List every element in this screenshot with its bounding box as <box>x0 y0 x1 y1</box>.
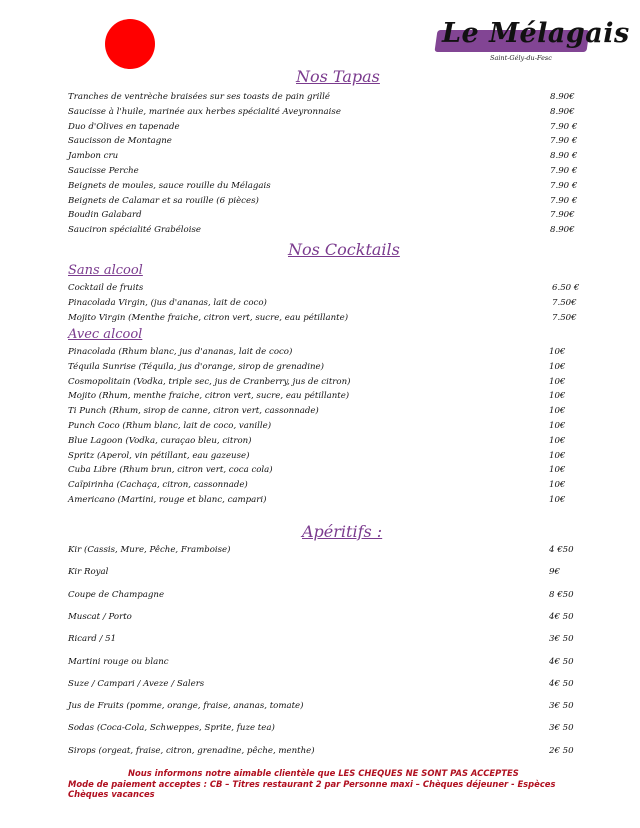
menu-item-price: 7.90 € <box>550 195 578 206</box>
menu-item-name: Tranches de ventrèche braisées sur ses toasts de pain grillé <box>68 92 330 102</box>
menu-item-name: Cuba Libre (Rhum brun, citron vert, coca cola) <box>68 465 273 476</box>
menu-item <box>68 451 588 464</box>
menu-item-name: Mojito Virgin (Menthe fraiche, citron vert, sucre, eau pétillante) <box>68 313 349 323</box>
menu-item-price: 3€ 50 <box>549 701 574 712</box>
menu-item <box>68 347 588 360</box>
menu-item-price: 10€ <box>549 347 566 357</box>
menu-item <box>68 196 588 209</box>
payment-notice <box>68 768 588 800</box>
menu-item-price: 8.90 € <box>550 151 578 162</box>
menu-item-name: Jambon cru <box>68 151 119 162</box>
menu-item-price: 8.90€ <box>550 92 575 102</box>
tapas-heading: Nos Tapas <box>296 67 380 86</box>
menu-item-name: Kir Royal <box>68 567 109 578</box>
menu-item-name: Téquila Sunrise (Téquila, jus d'orange, sirop de grenadine) <box>68 361 324 372</box>
menu-item-name: Blue Lagoon (Vodka, curaçao bleu, citron) <box>68 435 252 446</box>
menu-item <box>68 122 588 135</box>
menu-item-price: 10€ <box>549 391 566 402</box>
menu-item-price: 6.50 € <box>552 283 580 293</box>
menu-item <box>68 362 588 375</box>
menu-item-price: 3€ 50 <box>549 723 574 734</box>
menu-item-price: 4€ 50 <box>549 611 574 622</box>
menu-item <box>68 723 588 737</box>
menu-item <box>68 107 588 120</box>
menu-item <box>68 436 588 449</box>
menu-item-price: 10€ <box>549 376 566 387</box>
menu-item <box>68 657 588 671</box>
menu-item <box>68 679 588 693</box>
menu-item-name: Sirops (orgeat, fraise, citron, grenadine, pêche, menthe) <box>68 745 315 756</box>
menu-item <box>68 465 588 478</box>
menu-item-price: 7.50€ <box>552 313 577 323</box>
menu-item-name: Boudin Galabard <box>68 210 142 221</box>
menu-item-price: 4 €50 <box>549 545 574 555</box>
menu-item-name: Pinacolada (Rhum blanc, jus d'ananas, lait de coco) <box>68 347 293 357</box>
menu-item-name: Pinacolada Virgin, (jus d'ananas, lait de coco) <box>68 298 267 308</box>
menu-item-name: Americano (Martini, rouge et blanc, campari) <box>68 495 267 505</box>
menu-item-name: Beignets de Calamar et sa rouille (6 pièces) <box>68 195 259 206</box>
menu-item <box>68 166 588 179</box>
logo-name: Le Mélagais <box>442 18 630 49</box>
menu-item-price: 7.90€ <box>550 210 575 221</box>
menu-item-name: Martini rouge ou blanc <box>68 656 169 667</box>
menu-item <box>68 421 588 434</box>
menu-item-name: Cocktail de fruits <box>68 283 144 293</box>
menu-item-price: 9€ <box>549 567 560 578</box>
menu-item <box>68 225 588 238</box>
menu-item <box>68 181 588 194</box>
menu-item-name: Cosmopolitain (Vodka, triple sec, jus de Cranberry, jus de citron) <box>68 376 351 387</box>
menu-item <box>68 634 588 648</box>
menu-item-name: Ricard / 51 <box>68 634 117 645</box>
payment-methods: Mode de paiement acceptes : CB – Titres restaurant 2 par Personne maxi – Chèques déjeuner - Espèces <box>68 778 556 789</box>
menu-item <box>68 136 588 149</box>
menu-item-price: 7.90 € <box>550 121 578 132</box>
menu-item-price: 7.90 € <box>550 136 578 147</box>
menu-item <box>68 612 588 626</box>
menu-item-price: 10€ <box>549 435 566 446</box>
menu-item-name: Saucisse Perche <box>68 166 139 176</box>
menu-item-name: Punch Coco (Rhum blanc, lait de coco, vanille) <box>68 421 272 431</box>
menu-item <box>68 746 588 760</box>
menu-item-price: 7.90 € <box>550 180 578 191</box>
menu-item <box>68 406 588 419</box>
menu-item-price: 10€ <box>549 406 566 417</box>
menu-item-name: Caïpirinha (Cachaça, citron, cassonnade) <box>68 480 248 491</box>
menu-item <box>68 391 588 404</box>
cocktails-heading: Nos Cocktails <box>288 240 400 259</box>
menu-item-name: Kir (Cassis, Mure, Pêche, Framboise) <box>68 545 231 555</box>
avec-alcool-heading: Avec alcool <box>68 327 143 342</box>
aperitifs-heading: Apéritifs : <box>302 522 383 541</box>
menu-item-price: 7.90 € <box>550 166 578 176</box>
menu-item-name: Sauciron spécialité Grabéloise <box>68 225 201 236</box>
menu-item <box>68 151 588 164</box>
menu-item <box>68 210 588 223</box>
cheque-notice: Nous informons notre aimable clientèle que LES CHEQUES NE SONT PAS ACCEPTES <box>128 768 519 778</box>
menu-item <box>68 590 588 604</box>
red-circle-marker <box>105 19 155 69</box>
menu-item-price: 4€ 50 <box>549 678 574 689</box>
menu-item-price: 7.50€ <box>552 298 577 308</box>
menu-item-name: Saucisson de Montagne <box>68 136 172 147</box>
menu-item-name: Suze / Campari / Aveze / Salers <box>68 678 205 689</box>
menu-item-price: 10€ <box>549 465 566 476</box>
menu-item-name: Jus de Fruits (pomme, orange, fraise, ananas, tomate) <box>68 701 304 712</box>
menu-item-price: 10€ <box>549 450 566 461</box>
menu-item <box>68 377 588 390</box>
menu-item-price: 10€ <box>549 361 566 372</box>
logo-town: Saint-Gély-du-Fesc <box>490 54 552 62</box>
payment-methods-cont: Chèques vacances <box>68 789 155 799</box>
menu-item <box>68 480 588 493</box>
menu-item-price: 3€ 50 <box>549 634 574 645</box>
menu-item <box>68 313 588 326</box>
menu-item-name: Saucisse à l'huile, marinée aux herbes spécialité Aveyronnaise <box>68 106 341 117</box>
menu-item <box>68 545 588 559</box>
menu-item-price: 4€ 50 <box>549 656 574 667</box>
menu-item-name: Spritz (Aperol, vin pétillant, eau gazeuse) <box>68 450 250 461</box>
menu-item-name: Muscat / Porto <box>68 611 132 622</box>
menu-item <box>68 283 588 296</box>
menu-item <box>68 701 588 715</box>
menu-item <box>68 567 588 581</box>
menu-item-price: 10€ <box>549 421 566 431</box>
menu-item-price: 10€ <box>549 480 566 491</box>
menu-item-name: Ti Punch (Rhum, sirop de canne, citron vert, cassonnade) <box>68 406 319 417</box>
sans-alcool-heading: Sans alcool <box>68 263 143 278</box>
menu-item-name: Coupe de Champagne <box>68 589 165 600</box>
menu-item-name: Beignets de moules, sauce rouille du Mélagais <box>68 180 271 191</box>
menu-item-price: 8 €50 <box>549 589 574 600</box>
menu-item <box>68 92 588 105</box>
menu-item <box>68 298 588 311</box>
menu-item-price: 8.90€ <box>550 106 575 117</box>
menu-item-name: Mojito (Rhum, menthe fraiche, citron vert, sucre, eau pétillante) <box>68 391 350 402</box>
menu-item <box>68 495 588 508</box>
menu-item-price: 2€ 50 <box>549 745 574 756</box>
menu-item-name: Sodas (Coca-Cola, Schweppes, Sprite, fuze tea) <box>68 723 275 734</box>
menu-item-price: 8.90€ <box>550 225 575 236</box>
menu-item-name: Duo d'Olives en tapenade <box>68 121 180 132</box>
restaurant-logo <box>434 16 630 72</box>
menu-item-price: 10€ <box>549 495 566 505</box>
